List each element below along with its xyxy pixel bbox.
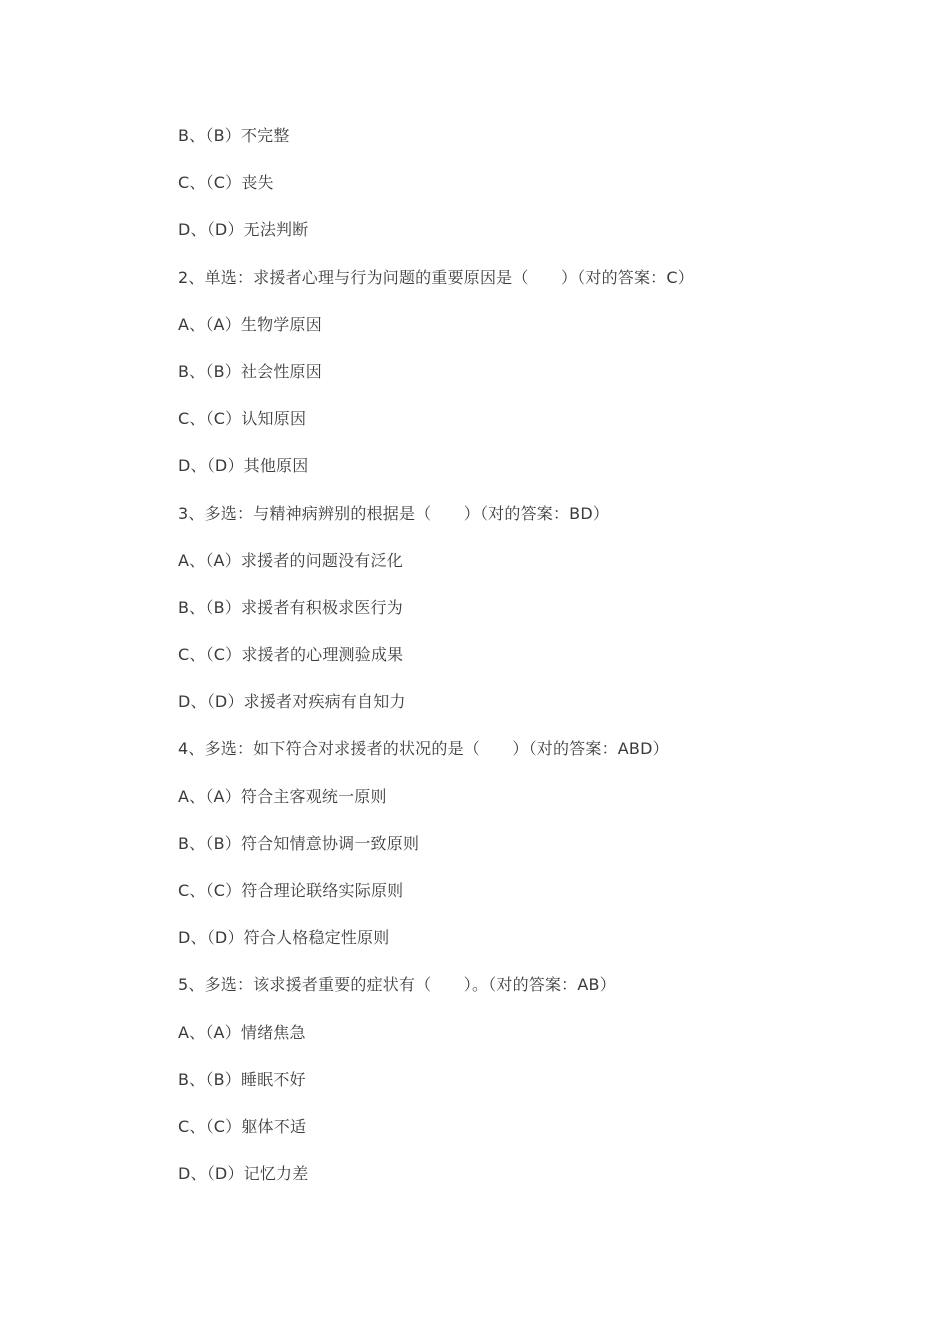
document-body — [178, 112, 878, 1197]
option-b-q2: B、（B）社会性原因 — [178, 361, 322, 381]
option-d-q3: D、（D）求援者对疾病有自知力 — [178, 692, 406, 712]
question-3: 3、多选：与精神病辨别的根据是（ ）（对的答案：BD） — [178, 503, 610, 523]
question-5: 5、多选：该求援者重要的症状有（ ）。（对的答案：AB） — [178, 975, 616, 995]
option-a-q2: A、（A）生物学原因 — [178, 314, 322, 334]
option-b-q5: B、（B）睡眠不好 — [178, 1069, 306, 1089]
option-c-q5: C、（C）躯体不适 — [178, 1116, 307, 1136]
option-a-q5: A、（A）情绪焦急 — [178, 1022, 306, 1042]
question-4: 4、多选：如下符合对求援者的状况的是（ ）（对的答案：ABD） — [178, 739, 669, 759]
option-b-q4: B、（B）符合知情意协调一致原则 — [178, 833, 420, 853]
option-d-q2: D、（D）其他原因 — [178, 456, 309, 476]
option-b-q3: B、（B）求援者有积极求医行为 — [178, 597, 403, 617]
option-a-q3: A、（A）求援者的问题没有泛化 — [178, 550, 403, 570]
option-d-q5: D、（D）记忆力差 — [178, 1164, 309, 1184]
option-c-q4: C、（C）符合理论联络实际原则 — [178, 881, 404, 900]
question-2: 2、单选：求援者心理与行为问题的重要原因是（ ）（对的答案：C） — [178, 267, 694, 287]
option-a-q4: A、（A）符合主客观统一原则 — [178, 786, 387, 806]
option-d-q1: D、（D）无法判断 — [178, 220, 309, 240]
option-c-q2: C、（C）认知原因 — [178, 409, 307, 429]
option-c-q3: C、（C）求援者的心理测验成果 — [178, 645, 404, 665]
option-d-q4: D、（D）符合人格稳定性原则 — [178, 928, 390, 948]
option-c-q1: C、（C）丧失 — [178, 173, 274, 193]
option-b-q1: B、（B）不完整 — [178, 126, 290, 145]
